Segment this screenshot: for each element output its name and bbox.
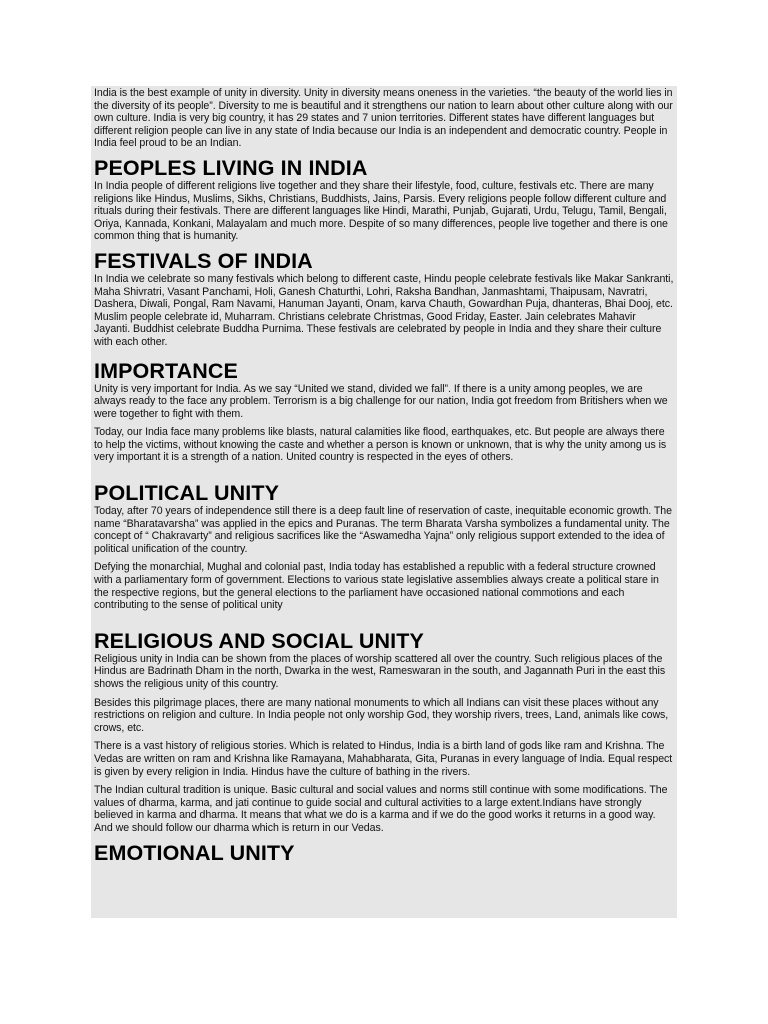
section-heading: FESTIVALS OF INDIA xyxy=(94,248,313,273)
section-heading: PEOPLES LIVING IN INDIA xyxy=(94,155,368,180)
section-paragraph: Today, after 70 years of independence still there is a deep fault line of reservation of caste, inequitable economic growth. The name “Bharatavarsha” was applied in the epics and Puranas. The term Bharata Varsha symbolizes a fundamental unity. The concept of “ Chakravarty” and religious sacrifices like the “Aswamedha Yajna” only religious support extended to the idea of political unification of the country. xyxy=(94,505,672,555)
section-heading: RELIGIOUS AND SOCIAL UNITY xyxy=(94,628,424,653)
section-paragraph: In India we celebrate so many festivals which belong to different caste, Hindu people celebrate festivals like Makar Sankranti, Maha Shivratri, Vasant Panchami, Holi, Ganesh Chaturthi, Lohri, Raksha Bandhan, Janmashtami, Thaipusam, Navratri, Dashera, Diwali, Pongal, Ram Navami, Hanuman Jayanti, Onam, karva Chauth, Gowardhan Puja, dhanteras, Bhai Dooj, etc. Muslim people celebrate id, Muharram. Christians celebrate Christmas, Good Friday, Easter. Jain celebrates Mahavir Jayanti. Buddhist celebrate Buddha Purnima. These festivals are celebrated by people in India and they share their culture with each other. xyxy=(94,272,674,348)
section-political-unity xyxy=(94,481,674,612)
section-paragraph: In India people of different religions live together and they share their lifestyle, food, culture, festivals etc. There are many religions like Hindus, Muslims, Sikhs, Christians, Buddhists, Jains, Parsis. Every religions people follow different culture and rituals during their festivals. There are different languages like Hindi, Marathi, Punjab, Gujarati, Urdu, Telugu, Tamil, Bengali, Oriya, Kannada, Konkani, Malayalam and much more. Despite of so many differences, people live together and there is one common thing that is humanity. xyxy=(94,179,668,243)
section-paragraph: There is a vast history of religious stories. Which is related to Hindus, India is a birth land of gods like ram and Krishna. The Vedas are written on ram and Krishna like Ramayana, Mahabharata, Gita, Puranas in every language of India. Equal respect is given by every religion in India. Hindus have the culture of bathing in the rivers. xyxy=(94,740,673,778)
section-paragraph: Unity is very important for India. As we say “United we stand, divided we fall”. If there is a unity among peoples, we are always ready to the face any problem. Terrorism is a big challenge for our nation, India got freedom from Britishers when we were together to fight with them. xyxy=(94,382,668,420)
section-heading: IMPORTANCE xyxy=(94,358,238,383)
section-paragraph: Defying the monarchial, Mughal and colonial past, India today has established a republic with a federal structure crowned with a parliamentary form of government. Elections to various state legislative assemblies always create a political stare in the respective regions, but the general elections to the parliament have occasioned national commotions and each contributing to the sense of political unity xyxy=(94,561,659,612)
document-page xyxy=(91,86,677,918)
document-body xyxy=(91,86,677,865)
section-paragraph: The Indian cultural tradition is unique. Basic cultural and social values and norms still continue with some modifications. The values of dharma, karma, and jati continue to guide social and cultural activities to a large extent.Indians have strongly believed in karma and dharma. It means that what we do is a karma and if we do the good works it returns in a good way. And we should follow our dharma which is return in our Vedas. xyxy=(94,784,668,834)
section-religious-and-social-unity xyxy=(94,629,674,835)
section-paragraph: Besides this pilgrimage places, there are many national monuments to which all Indians can visit these places without any restrictions on religion and culture. In India people not only worship God, they worship rivers, trees, Land, animals like cows, crows, etc. xyxy=(94,696,669,734)
section-paragraph: Today, our India face many problems like blasts, natural calamities like flood, earthquakes, etc. But people are always there to help the victims, without knowing the caste and whether a person is known or unknown, that is why the unity among us is very important it is a strength of a nation. United country is respected in the eyes of others. xyxy=(94,426,667,464)
intro-paragraph: India is the best example of unity in diversity. Unity in diversity means oneness in the varieties. “the beauty of the world lies in the diversity of its people”. Diversity to me is beautiful and it strengthens our nation to learn about other culture along with our own culture. India is very big country, it has 29 states and 7 union territories. Different states have different languages but different religion people can live in any state of India because our India is an independent and democratic country. People in India feel proud to be an Indian. xyxy=(94,87,673,150)
section-paragraph: Religious unity in India can be shown from the places of worship scattered all over the country. Such religious places of the Hindus are Badrinath Dham in the north, Dwarka in the west, Rameswaran in the south, and Jagannath Puri in the east this shows the religious unity of this country. xyxy=(94,652,666,690)
section-festivals-of-india xyxy=(94,249,674,349)
section-emotional-unity xyxy=(94,841,674,865)
section-peoples-living-in-india xyxy=(94,156,674,243)
section-heading: EMOTIONAL UNITY xyxy=(94,840,295,865)
section-heading: POLITICAL UNITY xyxy=(94,481,280,506)
section-importance xyxy=(94,359,674,465)
